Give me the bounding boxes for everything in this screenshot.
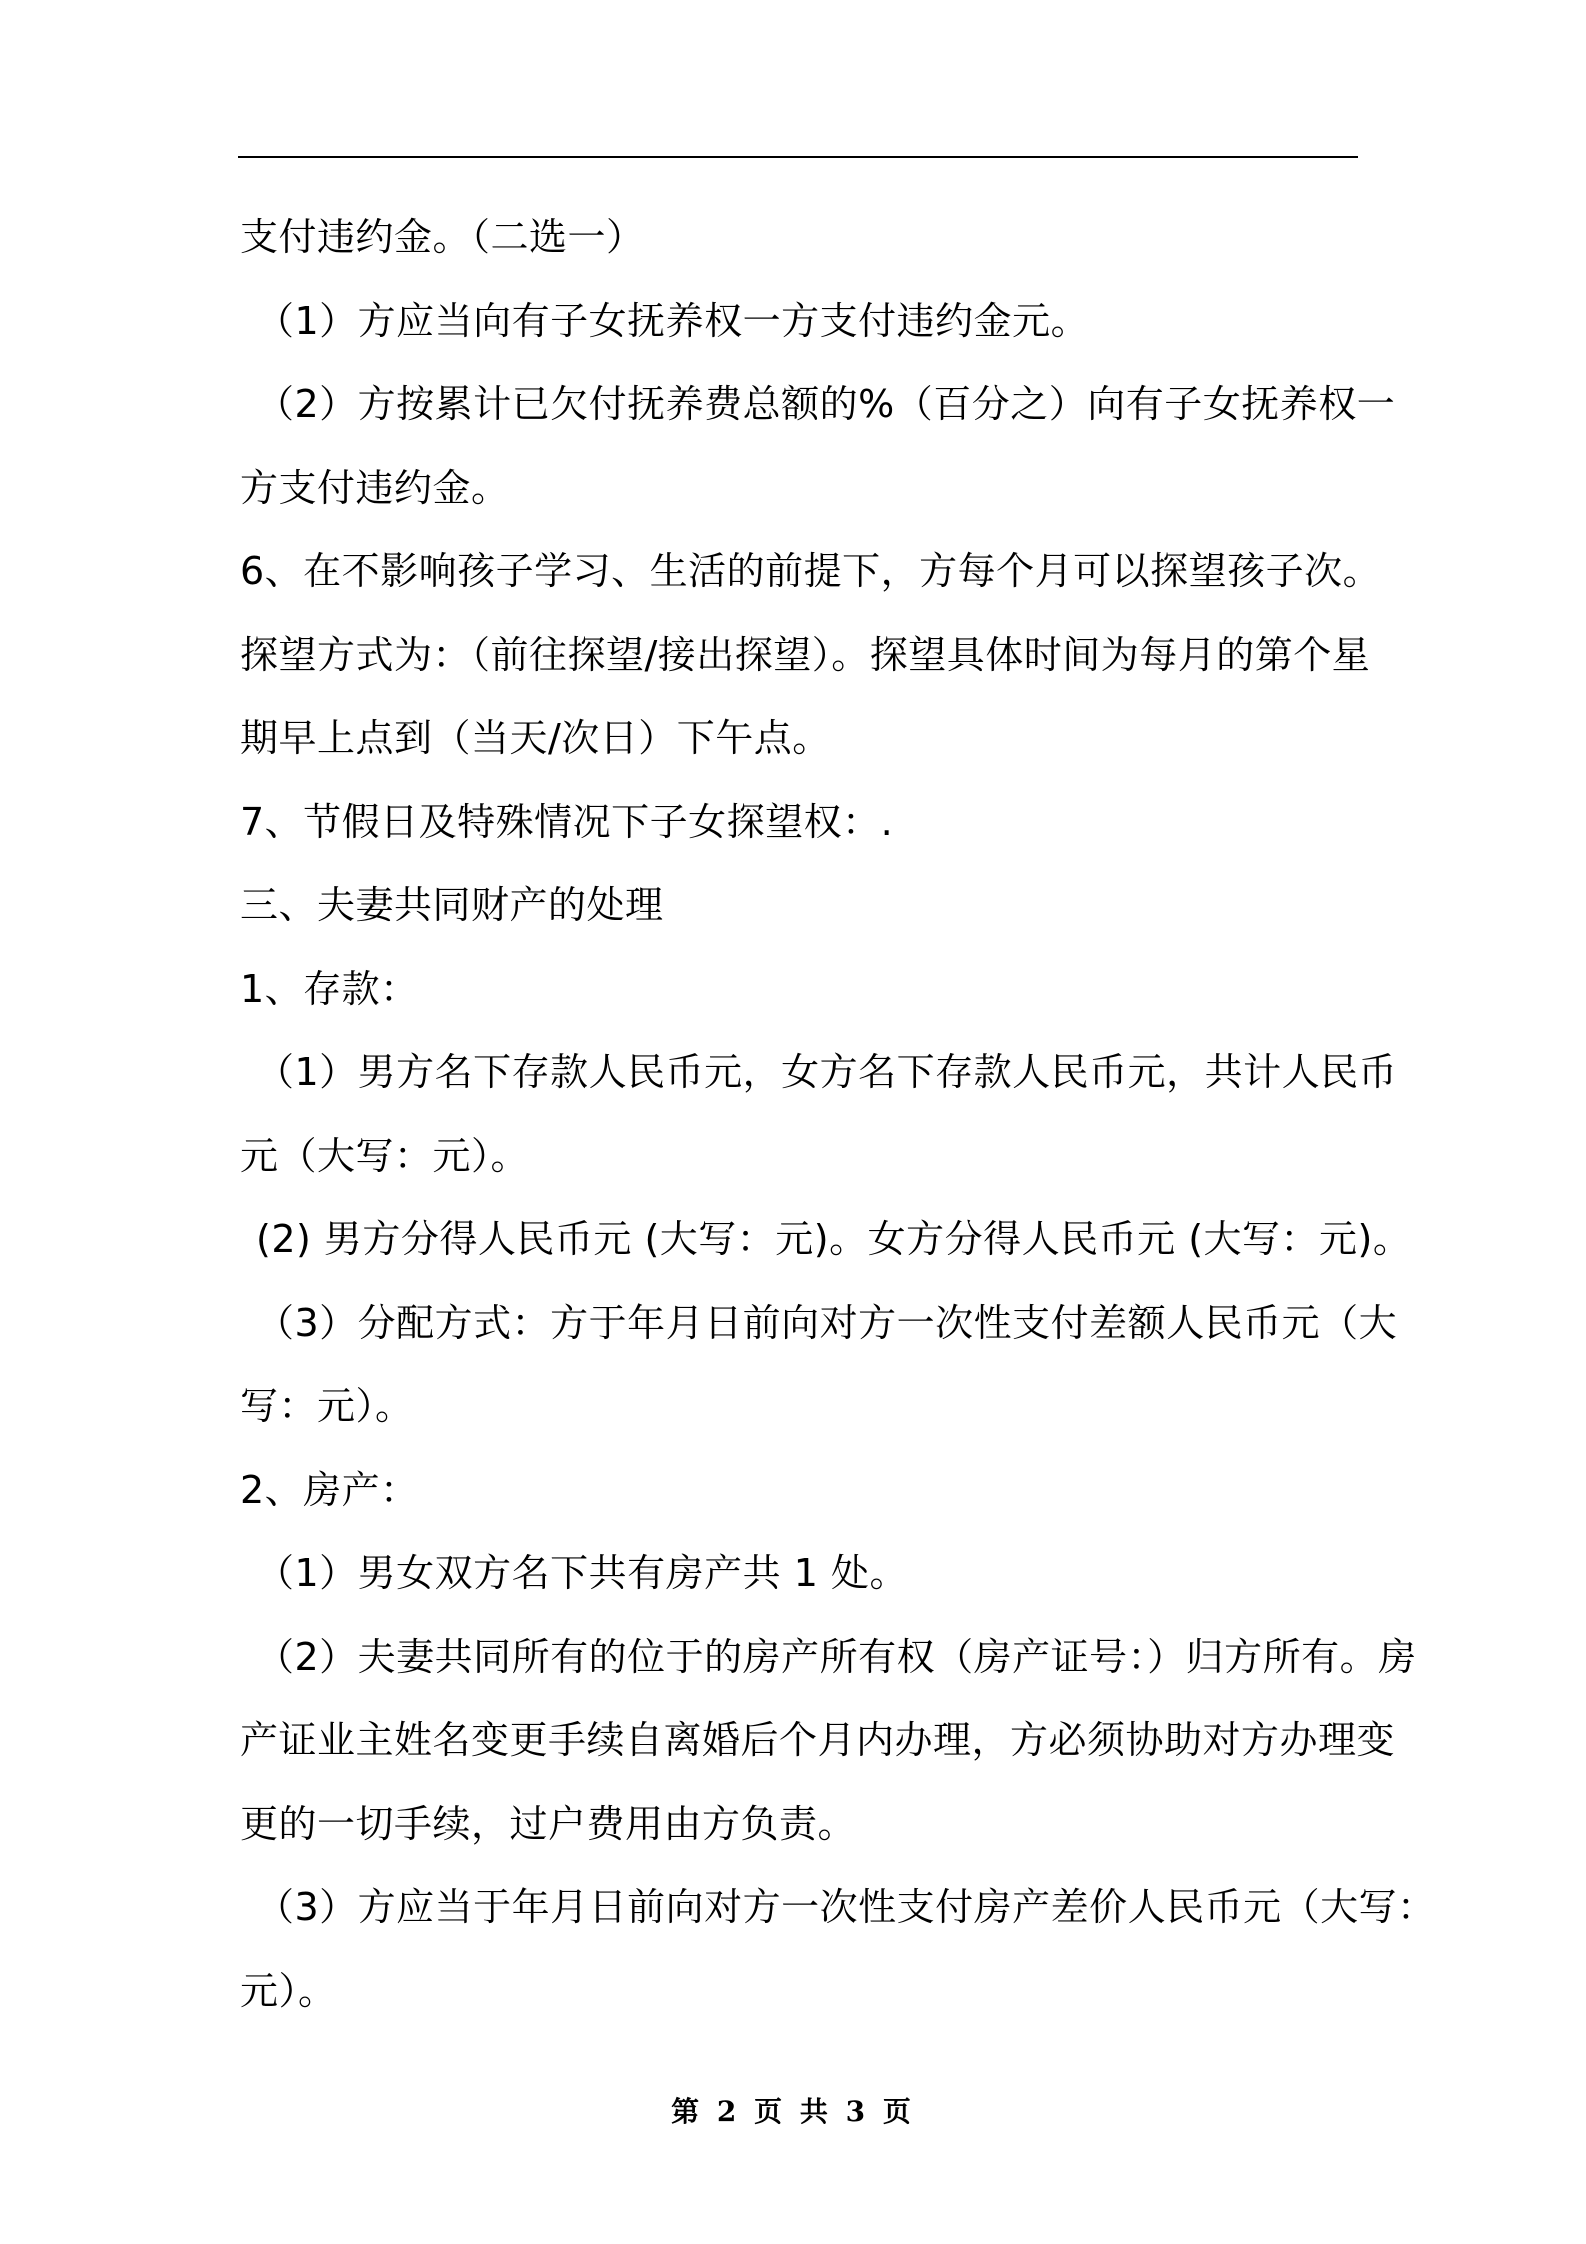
text-line: 探望方式为：（前往探望/接出探望）。探望具体时间为每月的第个星 xyxy=(240,632,1371,677)
section-heading: 三、夫妻共同财产的处理 xyxy=(240,883,664,927)
text-line: 1、存款： xyxy=(240,966,419,1011)
text-line: （2）方按累计已欠付抚养费总额的%（百分之）向有子女抚养权一 xyxy=(256,382,1396,426)
text-line: （3）分配方式：方于年月日前向对方一次性支付差额人民币元（大 xyxy=(256,1300,1398,1345)
text-line: （3）方应当于年月日前向对方一次性支付房产差价人民币元（大写： xyxy=(256,1885,1436,1929)
text-line: 期早上点到（当天/次日）下午点。 xyxy=(240,716,831,760)
text-line: （2）夫妻共同所有的位于的房产所有权（房产证号：）归方所有。房 xyxy=(256,1634,1417,1679)
text-line: 方支付违约金。 xyxy=(240,465,510,510)
text-line: 7、节假日及特殊情况下子女探望权：. xyxy=(240,799,894,844)
text-line: 产证业主姓名变更手续自离婚后个月内办理，方必须协助对方办理变 xyxy=(240,1718,1396,1762)
text-line: 支付违约金。（二选一） xyxy=(240,215,645,259)
text-line: 元（大写：元）。 xyxy=(240,1133,530,1178)
text-line: （1）方应当向有子女抚养权一方支付违约金元。 xyxy=(256,298,1090,343)
page-number: 第 2 页 共 3 页 xyxy=(671,2095,915,2128)
text-line: 2、房产： xyxy=(240,1467,419,1512)
text-line: (2) 男方分得人民币元 (大写：元)。女方分得人民币元 (大写：元)。 xyxy=(256,1217,1412,1261)
text-line: 更的一切手续，过户费用由方负责。 xyxy=(240,1801,857,1846)
header-rule xyxy=(238,156,1358,158)
text-line: 6、在不影响孩子学习、生活的前提下，方每个月可以探望孩子次。 xyxy=(240,549,1382,593)
text-line: 元）。 xyxy=(240,1968,337,2013)
text-line: （1）男方名下存款人民币元，女方名下存款人民币元，共计人民币 xyxy=(256,1050,1398,1094)
text-line: （1）男女双方名下共有房产共 1 处。 xyxy=(256,1551,909,1595)
document-body xyxy=(240,196,1436,2033)
text-line: 写：元）。 xyxy=(240,1384,414,1428)
